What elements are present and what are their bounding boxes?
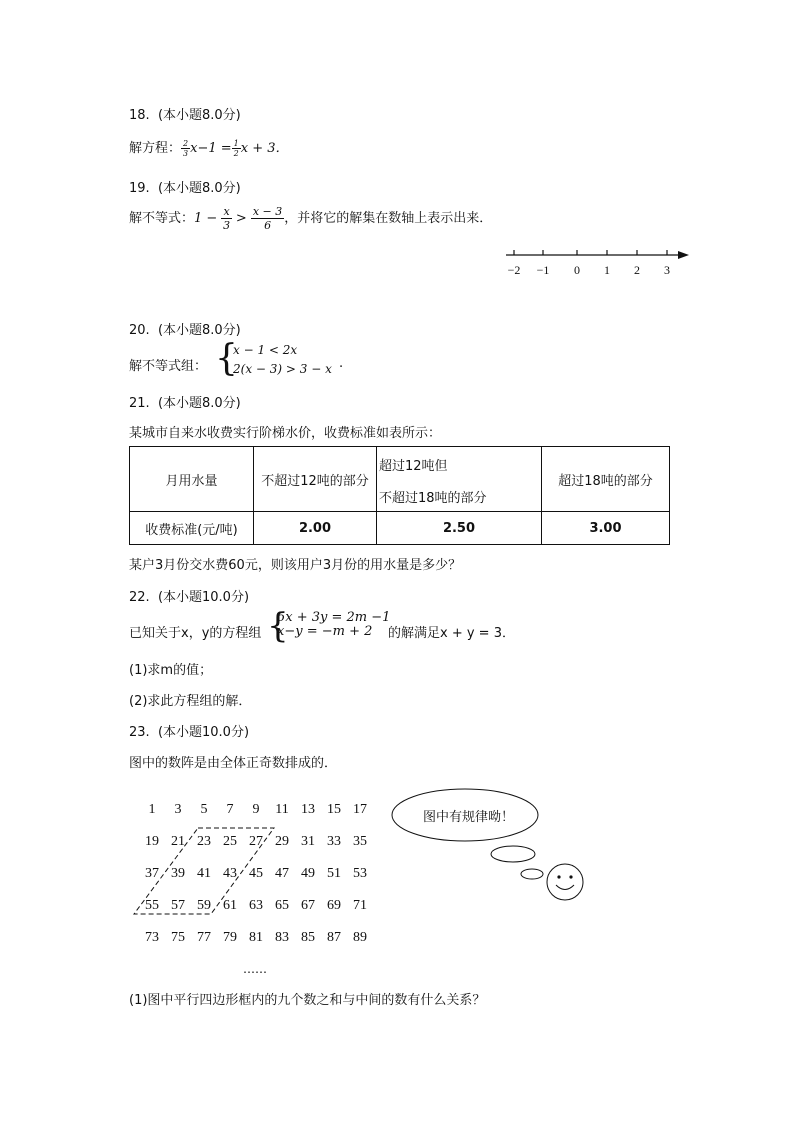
grid-number: 55: [145, 898, 159, 913]
q20-end: .: [339, 356, 344, 371]
grid-number: 27: [249, 834, 263, 849]
grid-number: 53: [353, 866, 367, 881]
table-cell: 3.00: [542, 512, 670, 545]
q21-header: 21. (本小题8.0分): [129, 396, 241, 411]
grid-number: 25: [223, 834, 237, 849]
table-cell: 收费标准(元/吨): [130, 512, 254, 545]
bubble-text: 图中有规律呦！: [423, 809, 515, 824]
table-cell: 不超过12吨的部分: [254, 447, 377, 512]
grid-number: 51: [327, 866, 341, 881]
axis-tick-label: 1: [604, 263, 610, 277]
q20-line-2: 2(x − 3) > 3 − x: [233, 362, 332, 376]
grid-number: 31: [301, 834, 315, 849]
grid-number: 87: [327, 930, 341, 945]
smiley-face-icon: [547, 864, 583, 900]
grid-number: 9: [252, 802, 260, 817]
axis-tick-label: −2: [507, 263, 521, 277]
table-cell: [377, 447, 542, 512]
grid-number: 13: [301, 802, 315, 817]
grid-number: 11: [275, 802, 289, 817]
table-cell: 超过18吨的部分: [542, 447, 670, 512]
table-row: [130, 512, 670, 545]
grid-number: 35: [353, 834, 367, 849]
grid-number: 17: [353, 802, 367, 817]
grid-number: 37: [145, 866, 159, 881]
grid-number: 33: [327, 834, 341, 849]
table-cell-line: 超过12吨但: [379, 459, 448, 474]
grid-number: 23: [197, 834, 211, 849]
table-cell: 2.00: [254, 512, 377, 545]
q21-intro: 某城市自来水收费实行阶梯水价，收费标准如表所示：: [129, 426, 442, 441]
grid-number: 79: [223, 930, 237, 945]
grid-number: 75: [171, 930, 185, 945]
q18-prefix: 解方程：: [129, 141, 182, 156]
grid-number: 19: [145, 834, 159, 849]
q20-brace: {: [215, 338, 238, 379]
q22-part-1: (1)求m的值；: [129, 663, 213, 678]
q19-suffix: ，并将它的解集在数轴上表示出来．: [284, 211, 493, 226]
q18-equation: [129, 137, 289, 158]
axis-tick-label: 2: [634, 263, 640, 277]
q18-header: 18. (本小题8.0分): [129, 108, 241, 123]
grid-number: 47: [275, 866, 289, 881]
q22-equation-2: x−y = −m + 2: [277, 624, 373, 639]
axis-tick-label: 0: [574, 263, 580, 277]
number-line: [500, 244, 696, 278]
grid-number: 15: [327, 802, 341, 817]
grid-number: 39: [171, 866, 185, 881]
q23-part-1: (1)图中平行四边形框内的九个数之和与中间的数有什么关系？: [129, 993, 486, 1008]
q22-suffix: 的解满足x + y = 3．: [388, 626, 515, 641]
q20-prefix: 解不等式组：: [129, 359, 208, 374]
speech-bubble-illustration: [385, 782, 590, 904]
q22-header: 22. (本小题10.0分): [129, 590, 250, 605]
q19-lhs: 1 −: [194, 211, 218, 226]
grid-number: 83: [275, 930, 289, 945]
q23-header: 23. (本小题10.0分): [129, 725, 250, 740]
q23-intro: 图中的数阵是由全体正奇数排成的．: [129, 756, 338, 771]
table-cell-line: 不超过18吨的部分: [379, 491, 487, 506]
grid-number: 63: [249, 898, 263, 913]
q22-prefix: 已知关于x，y的方程组: [129, 626, 262, 641]
grid-number: 71: [353, 898, 367, 913]
grid-number: 73: [145, 930, 159, 945]
grid-number: 7: [226, 802, 234, 817]
q18-fraction-1: $\frac{2}{3}$: [183, 139, 189, 158]
table-row: [130, 447, 670, 512]
grid-number: 61: [223, 898, 237, 913]
q22-equation-1: 5x + 3y = 2m −1: [277, 610, 391, 625]
grid-number: 49: [301, 866, 315, 881]
grid-number: 89: [353, 930, 367, 945]
grid-number: 81: [249, 930, 263, 945]
axis-tick-label: 3: [664, 263, 670, 277]
grid-number: 43: [223, 866, 237, 881]
grid-number: 41: [197, 866, 211, 881]
q21-question: 某户3月份交水费60元，则该用户3月份的用水量是多少？: [129, 558, 462, 573]
grid-number: 65: [275, 898, 289, 913]
grid-number: 45: [249, 866, 263, 881]
grid-number: 29: [275, 834, 289, 849]
grid-number: 67: [301, 898, 315, 913]
grid-number: 21: [171, 834, 185, 849]
table-cell: 月用水量: [130, 447, 254, 512]
q18-tail: x + 3．: [240, 141, 289, 156]
q19-inequality: [129, 205, 492, 232]
grid-ellipsis: ……: [243, 962, 267, 976]
q19-fraction-1: $\frac{x}{3}$: [223, 205, 231, 232]
q22-brace: {: [267, 606, 289, 646]
parallelogram-frame: [125, 820, 285, 920]
q20-line-1: x − 1 < 2x: [233, 343, 298, 357]
q22-part-2: (2)求此方程组的解．: [129, 694, 252, 709]
grid-number: 59: [197, 898, 211, 913]
grid-number: 1: [148, 802, 156, 817]
table-cell: 2.50: [377, 512, 542, 545]
grid-number: 3: [174, 802, 182, 817]
q19-operator: >: [235, 211, 247, 226]
q18-middle: x−1 =: [190, 141, 232, 156]
water-price-table: [129, 446, 670, 545]
q18-fraction-2: $\frac{1}{2}$: [233, 139, 239, 158]
grid-number: 57: [171, 898, 185, 913]
grid-number: 85: [301, 930, 315, 945]
q19-fraction-2: $\frac{x - 3}{6}$: [252, 205, 283, 232]
grid-number: 69: [327, 898, 341, 913]
q20-header: 20. (本小题8.0分): [129, 323, 241, 338]
grid-number: 5: [200, 802, 208, 817]
q19-prefix: 解不等式：: [129, 211, 195, 226]
q19-header: 19. (本小题8.0分): [129, 181, 241, 196]
axis-tick-label: −1: [536, 263, 550, 277]
grid-number: 77: [197, 930, 211, 945]
